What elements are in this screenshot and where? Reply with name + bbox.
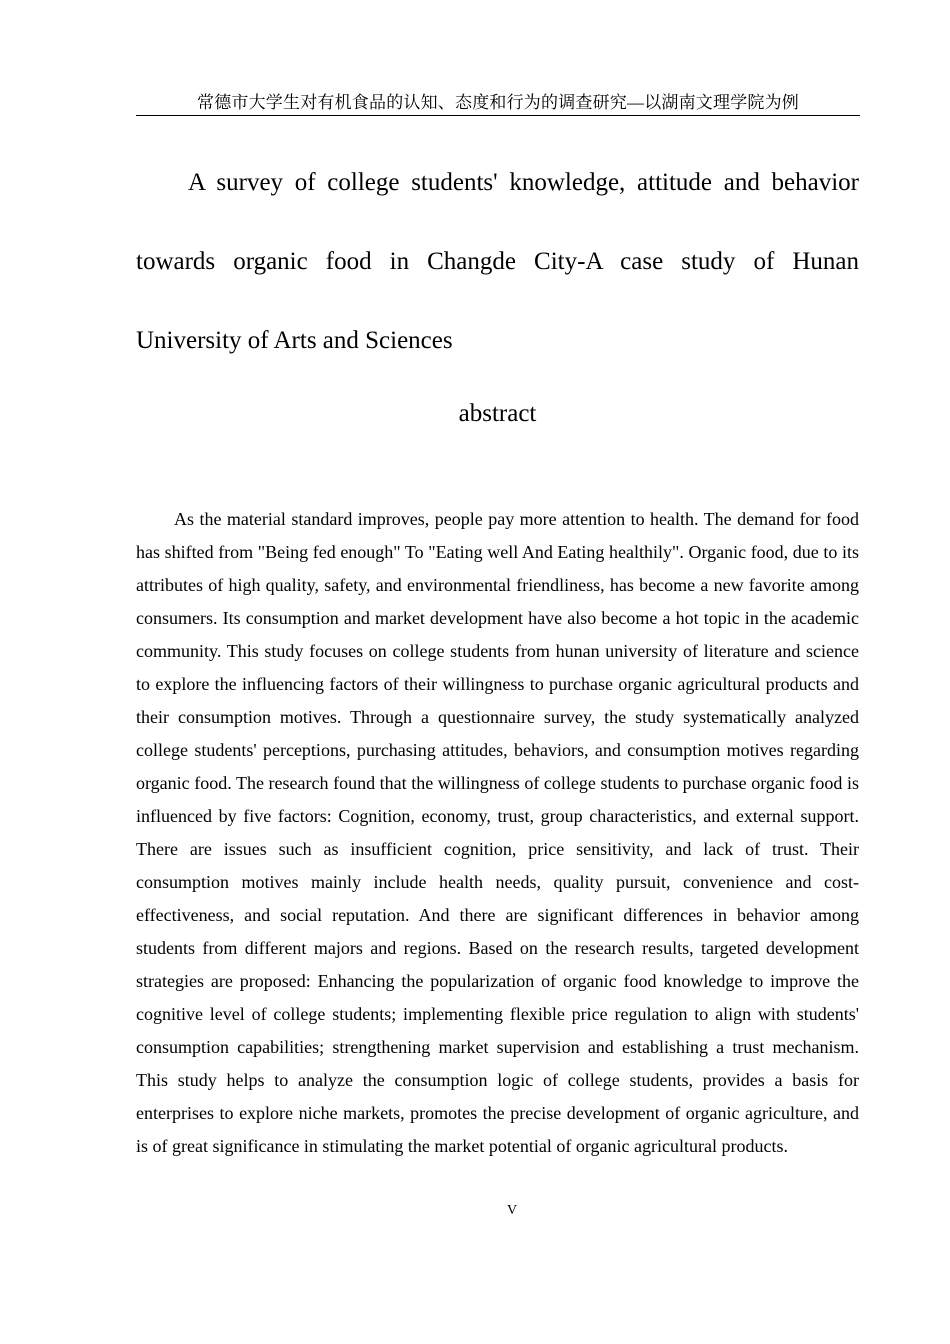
english-title: A survey of college students' knowledge, attitude and behavior towards organic food in Changde City-A case study of Hunan University of Arts and Sciences [136,169,859,354]
page-number: V [506,1203,518,1218]
abstract-body: As the material standard improves, people pay more attention to health. The demand for food has shifted from "Being fed enough" To "Eating well And Eating healthily". Organic food, due to its attributes of high quality, safety, and environmental friendliness, has become a new favorite among consumers. Its consumption and market development have also become a hot topic in the academic community. This study focuses on college students from hunan university of literature and science to explore the influencing factors of their willingness to purchase organic agricultural products and their consumption motives. Through a questionnaire survey, the study systematically analyzed college students' perceptions, purchasing attitudes, behaviors, and consumption motives regarding organic food. The research found that the willingness of college students to purchase organic food is influenced by five factors: Cognition, economy, trust, group characteristics, and external support. There are issues such as insufficient cognition, price sensitivity, and lack of trust. Their consumption motives mainly include health needs, quality pursuit, convenience and cost-effectiveness, and social reputation. And there are significant differences in behavior among students from different majors and regions. Based on the research results, targeted development strategies are proposed: Enhancing the popularization of organic food knowledge to improve the cognitive level of college students; implementing flexible price regulation to align with students' consumption capabilities; strengthening market supervision and establishing a trust mechanism. This study helps to analyze the consumption logic of college students, provides a basis for enterprises to explore niche markets, promotes the precise development of organic agriculture, and is of great significance in stimulating the market potential of organic agricultural products. [136,509,859,1156]
running-header: 常德市大学生对有机食品的认知、态度和行为的调查研究—以湖南文理学院为例 [136,92,860,116]
abstract-heading: abstract [458,400,537,427]
